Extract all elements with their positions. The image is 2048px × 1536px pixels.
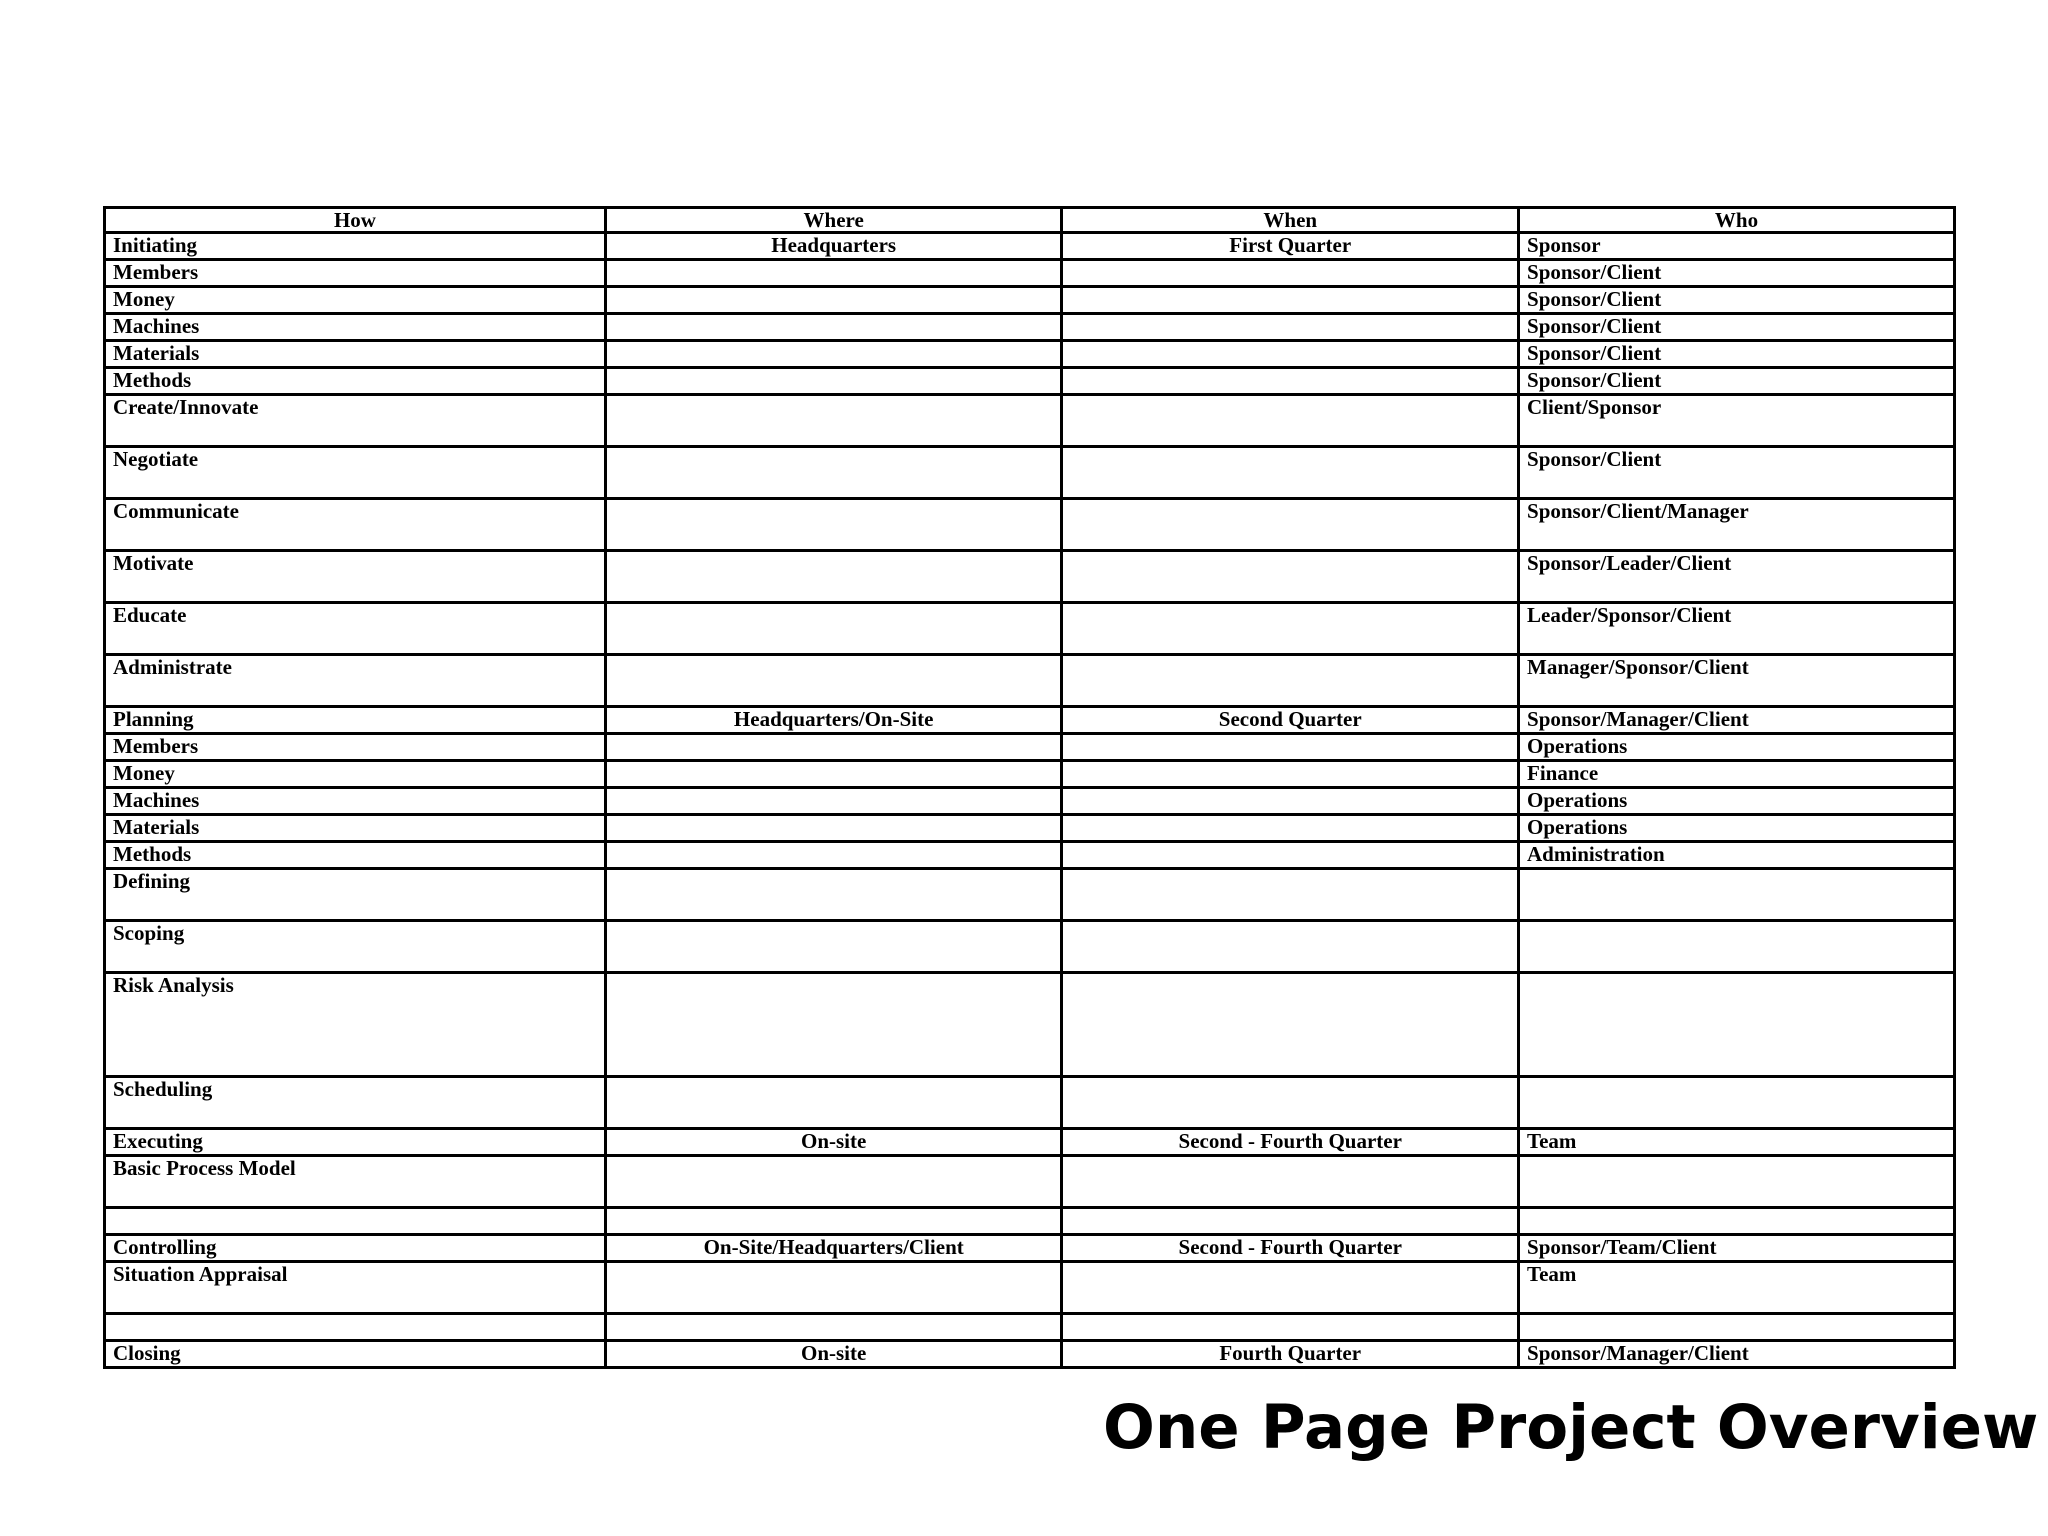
where-cell [605,815,1062,842]
when-cell [1062,341,1519,368]
who-cell: Client/Sponsor [1519,395,1955,447]
phase-cell: Closing [105,1341,606,1368]
table-row [105,707,1955,734]
who-cell [1519,1208,1955,1235]
how-cell: Machines [105,314,606,341]
where-cell [605,603,1062,655]
who-cell: Sponsor/Manager/Client [1519,707,1955,734]
table-row [105,1129,1955,1156]
how-cell: Communicate [105,499,606,551]
who-cell: Sponsor/Manager/Client [1519,1341,1955,1368]
when-cell [1062,734,1519,761]
header-who: Who [1519,208,1955,233]
how-cell: Administrate [105,655,606,707]
where-cell [605,1208,1062,1235]
where-cell [605,287,1062,314]
when-cell [1062,1262,1519,1314]
who-cell: Operations [1519,788,1955,815]
how-cell: Materials [105,815,606,842]
who-cell: Sponsor/Client [1519,287,1955,314]
table-row [105,1341,1955,1368]
table-row [105,233,1955,260]
header-where: Where [605,208,1062,233]
how-cell: Situation Appraisal [105,1262,606,1314]
who-cell: Operations [1519,734,1955,761]
who-cell: Leader/Sponsor/Client [1519,603,1955,655]
table-row [105,260,1955,287]
how-cell: Defining [105,869,606,921]
when-cell [1062,815,1519,842]
how-cell: Machines [105,788,606,815]
who-cell: Operations [1519,815,1955,842]
where-cell [605,1156,1062,1208]
when-cell [1062,314,1519,341]
when-cell [1062,761,1519,788]
when-cell: Second - Fourth Quarter [1062,1235,1519,1262]
when-cell: Second Quarter [1062,707,1519,734]
how-cell: Educate [105,603,606,655]
where-cell [605,921,1062,973]
table-row [105,655,1955,707]
where-cell [605,447,1062,499]
who-cell: Sponsor/Client [1519,341,1955,368]
where-cell [605,973,1062,1077]
where-cell [605,551,1062,603]
table-row [105,1262,1955,1314]
table-row [105,603,1955,655]
how-cell: Basic Process Model [105,1156,606,1208]
where-cell: Headquarters/On-Site [605,707,1062,734]
table-row [105,1208,1955,1235]
when-cell [1062,395,1519,447]
where-cell [605,341,1062,368]
when-cell [1062,973,1519,1077]
who-cell: Team [1519,1262,1955,1314]
how-cell: Methods [105,368,606,395]
where-cell [605,842,1062,869]
how-cell: Scoping [105,921,606,973]
table-row [105,314,1955,341]
who-cell: Sponsor/Client/Manager [1519,499,1955,551]
when-cell [1062,260,1519,287]
when-cell: First Quarter [1062,233,1519,260]
when-cell [1062,788,1519,815]
phase-cell: Planning [105,707,606,734]
when-cell [1062,603,1519,655]
table-row [105,761,1955,788]
header-row [105,208,1955,233]
table-row [105,287,1955,314]
table-row [105,734,1955,761]
header-when: When [1062,208,1519,233]
when-cell: Second - Fourth Quarter [1062,1129,1519,1156]
when-cell [1062,869,1519,921]
where-cell [605,499,1062,551]
where-cell: On-site [605,1341,1062,1368]
who-cell [1519,1077,1955,1129]
how-cell: Create/Innovate [105,395,606,447]
page-title: One Page Project Overview [1103,1392,2039,1463]
when-cell [1062,368,1519,395]
when-cell [1062,447,1519,499]
how-cell: Money [105,761,606,788]
who-cell [1519,869,1955,921]
phase-cell: Initiating [105,233,606,260]
who-cell: Sponsor [1519,233,1955,260]
where-cell [605,761,1062,788]
who-cell [1519,1156,1955,1208]
table-row [105,1314,1955,1341]
who-cell [1519,921,1955,973]
how-cell: Risk Analysis [105,973,606,1077]
how-cell: Materials [105,341,606,368]
where-cell [605,1262,1062,1314]
when-cell [1062,287,1519,314]
where-cell [605,314,1062,341]
when-cell [1062,921,1519,973]
who-cell: Sponsor/Team/Client [1519,1235,1955,1262]
who-cell: Sponsor/Leader/Client [1519,551,1955,603]
who-cell: Sponsor/Client [1519,447,1955,499]
where-cell: On-site [605,1129,1062,1156]
table-row [105,447,1955,499]
how-cell: Members [105,734,606,761]
where-cell: On-Site/Headquarters/Client [605,1235,1062,1262]
when-cell [1062,1314,1519,1341]
table-row [105,395,1955,447]
when-cell: Fourth Quarter [1062,1341,1519,1368]
when-cell [1062,551,1519,603]
how-cell: Methods [105,842,606,869]
table-row [105,842,1955,869]
who-cell: Team [1519,1129,1955,1156]
how-cell: Scheduling [105,1077,606,1129]
table-row [105,341,1955,368]
how-cell: Motivate [105,551,606,603]
where-cell [605,368,1062,395]
how-cell: Members [105,260,606,287]
where-cell [605,1314,1062,1341]
where-cell [605,260,1062,287]
table-row [105,1235,1955,1262]
table-row [105,788,1955,815]
who-cell [1519,973,1955,1077]
who-cell: Sponsor/Client [1519,368,1955,395]
where-cell [605,395,1062,447]
how-cell [105,1208,606,1235]
who-cell: Sponsor/Client [1519,314,1955,341]
when-cell [1062,1156,1519,1208]
who-cell [1519,1314,1955,1341]
table-row [105,551,1955,603]
how-cell [105,1314,606,1341]
who-cell: Administration [1519,842,1955,869]
who-cell: Sponsor/Client [1519,260,1955,287]
table-row [105,499,1955,551]
how-cell: Money [105,287,606,314]
table-row [105,973,1955,1077]
when-cell [1062,499,1519,551]
when-cell [1062,1208,1519,1235]
where-cell [605,1077,1062,1129]
phase-cell: Controlling [105,1235,606,1262]
who-cell: Finance [1519,761,1955,788]
where-cell [605,655,1062,707]
table-row [105,869,1955,921]
table-row [105,815,1955,842]
where-cell [605,734,1062,761]
where-cell [605,869,1062,921]
table-row [105,1156,1955,1208]
header-how: How [105,208,606,233]
when-cell [1062,1077,1519,1129]
table-row [105,921,1955,973]
when-cell [1062,842,1519,869]
where-cell: Headquarters [605,233,1062,260]
when-cell [1062,655,1519,707]
table-row [105,1077,1955,1129]
who-cell: Manager/Sponsor/Client [1519,655,1955,707]
project-overview-table [103,206,1956,1369]
table-row [105,368,1955,395]
how-cell: Negotiate [105,447,606,499]
phase-cell: Executing [105,1129,606,1156]
where-cell [605,788,1062,815]
